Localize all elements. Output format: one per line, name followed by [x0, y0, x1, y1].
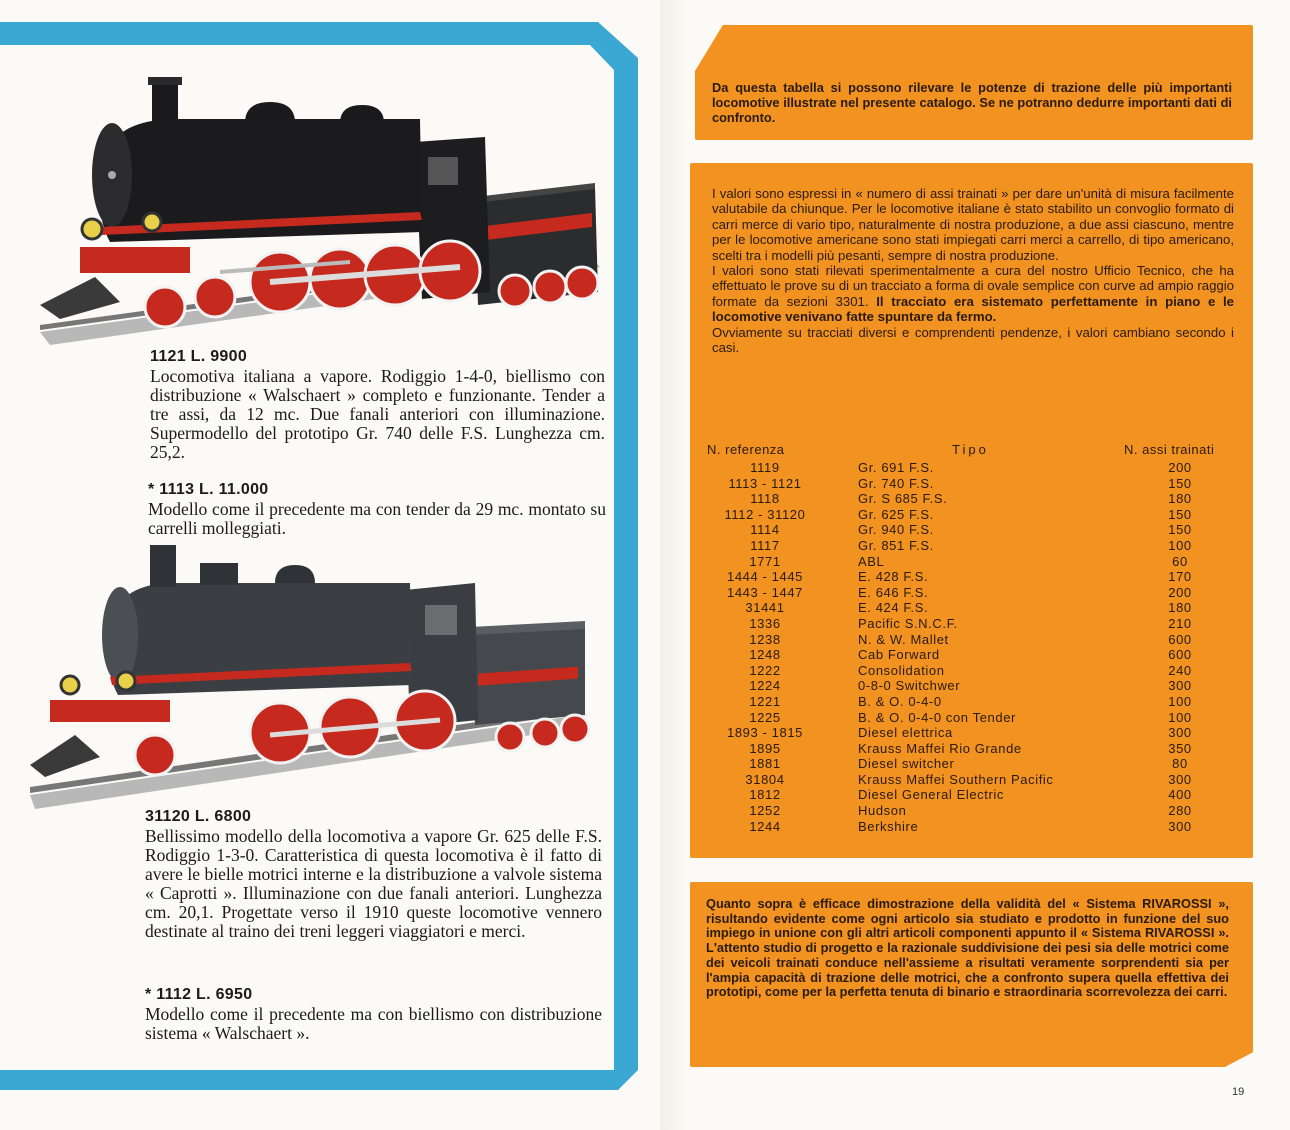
locomotive-gr740-image — [30, 57, 610, 347]
cell-type: E. 424 F.S. — [858, 600, 929, 616]
explanation-text — [712, 186, 1234, 355]
left-page — [30, 45, 615, 1065]
cell-type: Berkshire — [858, 818, 919, 834]
cell-axles: 180 — [1168, 600, 1192, 616]
cell-type: 0-8-0 Switchwer — [858, 678, 961, 694]
table-row — [700, 819, 1200, 835]
cell-reference: 1443 - 1447 — [727, 584, 803, 600]
cell-reference: 1812 — [749, 787, 781, 803]
cell-reference: 31804 — [745, 771, 785, 787]
cell-axles: 180 — [1168, 491, 1192, 507]
entry-heading: * 1112 L. 6950 — [145, 986, 253, 1003]
cell-axles: 350 — [1168, 740, 1192, 756]
column-header-type: Tipo — [952, 442, 989, 457]
table-row — [700, 507, 1200, 523]
cell-axles: 100 — [1168, 693, 1192, 709]
cell-type: E. 428 F.S. — [858, 569, 929, 585]
cell-type: Pacific S.N.C.F. — [858, 615, 958, 631]
cell-axles: 300 — [1168, 771, 1192, 787]
cell-axles: 600 — [1168, 631, 1192, 647]
cell-type: E. 646 F.S. — [858, 584, 929, 600]
cell-type: Gr. 691 F.S. — [858, 460, 934, 475]
table-row — [700, 647, 1200, 663]
locomotive-gr625-image — [30, 545, 590, 815]
entry-description: Modello come il precedente ma con biellismo con distribuzione sistema « Walschaert ». — [145, 1004, 602, 1043]
cell-reference: 1881 — [749, 756, 781, 772]
cell-type: B. & O. 0-4-0 — [858, 693, 942, 709]
cell-reference: 1244 — [749, 818, 781, 834]
table-row — [700, 585, 1200, 601]
cell-type: Krauss Maffei Rio Grande — [858, 740, 1022, 756]
cell-reference: 1119 — [750, 460, 780, 475]
page-number: 19 — [1232, 1086, 1245, 1098]
cell-axles: 170 — [1168, 569, 1192, 585]
cell-axles: 300 — [1168, 818, 1192, 834]
table-row — [700, 756, 1200, 772]
cell-axles: 100 — [1168, 537, 1192, 553]
cell-axles: 600 — [1168, 647, 1192, 663]
cell-axles: 60 — [1172, 553, 1188, 569]
table-row — [700, 476, 1200, 492]
cell-axles: 240 — [1168, 662, 1192, 678]
cell-reference: 1113 - 1121 — [728, 475, 802, 491]
cell-type: Diesel General Electric — [858, 787, 1005, 803]
cell-reference: 1771 — [749, 553, 781, 569]
table-row — [700, 538, 1200, 554]
cell-type: Gr. 940 F.S. — [858, 522, 934, 538]
table-row — [700, 678, 1200, 694]
closing-text: Quanto sopra è efficace dimostrazione della validità del « Sistema RIVAROSSI », risultando evidente come ogni articolo sia studiato e prodotto in funzione del suo impiego in unione con gli altri articoli componenti appunto il « Sistema RIVAROSSI ». L'attento studio di progetto e la razionale suddivisione dei pesi sia delle motrici come dei veicoli trainati conduce nell'assieme a risultati veramente sorprendenti sia per l'ampia capacità di trazione delle motrici, che a confronto supera quella effettiva dei prototipi, come per la perfetta tenuta di binario e straordinaria scorrevolezza dei carri. — [706, 896, 1229, 1000]
cell-reference: 1222 — [749, 662, 781, 678]
cell-reference: 1225 — [749, 709, 781, 725]
entry-heading: 31120 L. 6800 — [145, 808, 252, 825]
entry-description: Locomotiva italiana a vapore. Rodiggio 1-4-0, biellismo con distribuzione « Walschaert » completo e funzionante. Tender a tre assi, da 12 mc. Due fanali anteriori con illuminazione. Supermodello del prototipo Gr. 740 delle F.S. Lunghezza cm. 25,2. — [150, 366, 605, 462]
column-header-reference: N. referenza — [707, 442, 785, 457]
cell-axles: 300 — [1168, 678, 1192, 694]
cell-type: ABL — [858, 553, 885, 569]
explanation-paragraph-2 — [712, 263, 1234, 325]
entry-1121 — [150, 347, 605, 462]
table-row — [700, 600, 1200, 616]
cell-reference: 1238 — [749, 631, 781, 647]
table-row — [700, 632, 1200, 648]
cell-axles: 150 — [1168, 475, 1192, 491]
table-row — [700, 663, 1200, 679]
cell-axles: 300 — [1168, 725, 1192, 741]
cell-reference: 1221 — [749, 693, 781, 709]
cell-axles: 200 — [1168, 584, 1192, 600]
cell-type: B. & O. 0-4-0 con Tender — [858, 709, 1016, 725]
table-row — [700, 522, 1200, 538]
cell-reference: 1893 - 1815 — [727, 725, 803, 741]
paragraph-2-normal: I valori sono stati rilevati sperimentalmente a cura del nostro Ufficio Tecnico, che ha effettuato le prove su di un tracciato a forma di ovale semplice con curve ad ampio raggio formate da sezioni 3301. — [712, 263, 1234, 309]
cell-type: Consolidation — [858, 662, 945, 678]
entry-1113 — [148, 480, 606, 538]
page-gutter — [660, 0, 690, 1130]
table-row — [700, 491, 1200, 507]
cell-type: Gr. 625 F.S. — [858, 506, 934, 522]
cell-axles: 210 — [1168, 615, 1192, 631]
paragraph-2-bold: Il tracciato era sistemato perfettamente in piano e le locomotive venivano fatte spuntare da fermo. — [712, 293, 1234, 325]
cell-axles: 280 — [1168, 803, 1192, 819]
cell-axles: 150 — [1168, 522, 1192, 538]
cell-reference: 1252 — [749, 803, 781, 819]
cell-axles: 150 — [1168, 506, 1192, 522]
table-row — [700, 725, 1200, 741]
cell-type: Hudson — [858, 803, 907, 819]
cell-axles: 400 — [1168, 787, 1192, 803]
cell-type: Gr. S 685 F.S. — [858, 491, 948, 507]
column-header-axles: N. assi trainati — [1124, 442, 1215, 457]
cell-axles: 100 — [1168, 709, 1192, 725]
intro-text: Da questa tabella si possono rilevare le potenze di trazione delle più importanti locomotive illustrate nel presente catalogo. Se ne potranno dedurre importanti dati di confronto. — [712, 80, 1232, 125]
cell-reference: 1895 — [749, 740, 781, 756]
cell-type: Diesel switcher — [858, 756, 955, 772]
cell-reference: 1444 - 1445 — [727, 569, 803, 585]
table-row — [700, 772, 1200, 788]
cell-reference: 1112 - 31120 — [724, 506, 806, 522]
table-row — [700, 460, 1200, 476]
cell-reference: 1118 — [750, 491, 780, 507]
cell-reference: 1117 — [750, 537, 780, 553]
cell-type: Gr. 740 F.S. — [858, 475, 934, 491]
entry-heading: * 1113 L. 11.000 — [148, 481, 269, 498]
cell-type: Cab Forward — [858, 647, 940, 663]
cell-reference: 1248 — [749, 647, 781, 663]
table-row — [700, 741, 1200, 757]
table-row — [700, 787, 1200, 803]
table-row — [700, 710, 1200, 726]
entry-description: Bellissimo modello della locomotiva a vapore Gr. 625 delle F.S. Rodiggio 1-3-0. Caratteristica di questa locomotiva è il fatto di avere le bielle motrici interne e la distribuzione a valvole sistema « Caprotti ». Illuminazione con due fanali anteriori. Lunghezza cm. 20,1. Progettate verso il 1910 queste locomotive vennero destinate al traino dei treni leggeri viaggiatori e merci. — [145, 826, 602, 941]
table-row — [700, 569, 1200, 585]
traction-table — [700, 460, 1200, 834]
entry-heading: 1121 L. 9900 — [150, 348, 248, 365]
cell-axles: 80 — [1172, 756, 1188, 772]
table-row — [700, 554, 1200, 570]
explanation-paragraph-1: I valori sono espressi in « numero di assi trainati » per dare un'unità di misura facilmente valutabile da chiunque. Per le locomotive italiane è stato stabilito un convoglio formato di carri merce di vario tipo, naturalmente di nostra produzione, a due assi ciascuno, mentre per le locomotive americane sono stati impiegati carri merci a carrello, di tipo americano, scelti tra i modelli più pesanti, sempre di nostra produzione. — [712, 186, 1234, 263]
cell-axles: 200 — [1168, 460, 1192, 475]
explanation-paragraph-3: Ovviamente su tracciati diversi e comprendenti pendenze, i valori cambiano secondo i casi. — [712, 324, 1234, 356]
cell-type: Gr. 851 F.S. — [858, 537, 934, 553]
cell-type: Krauss Maffei Southern Pacific — [858, 771, 1054, 787]
entry-description: Modello come il precedente ma con tender da 29 mc. montato su carrelli molleggiati. — [148, 499, 606, 538]
table-row — [700, 616, 1200, 632]
entry-1112 — [145, 985, 602, 1043]
cell-reference: 31441 — [745, 600, 785, 616]
cell-reference: 1114 — [750, 522, 780, 538]
table-row — [700, 803, 1200, 819]
entry-31120 — [145, 807, 602, 941]
cell-type: Diesel elettrica — [858, 725, 953, 741]
cell-reference: 1224 — [749, 678, 781, 694]
cell-type: N. & W. Mallet — [858, 631, 949, 647]
table-row — [700, 694, 1200, 710]
cell-reference: 1336 — [749, 615, 781, 631]
